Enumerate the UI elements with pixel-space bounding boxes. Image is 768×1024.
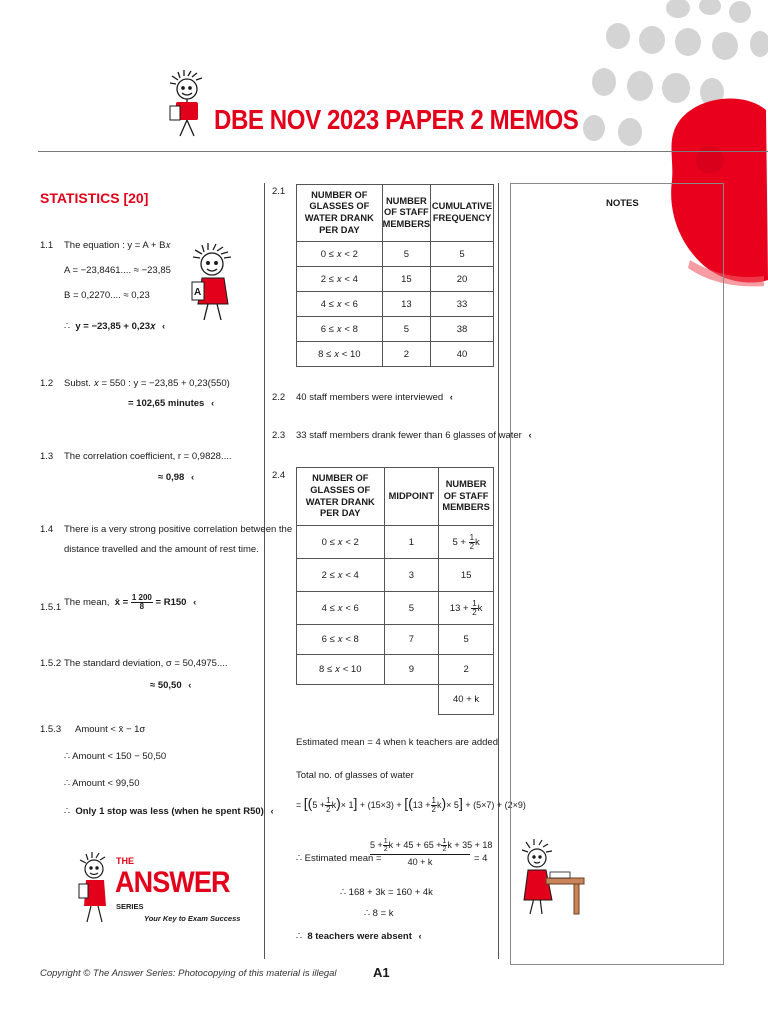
q1-3-answer: ≈ 0,98	[158, 472, 185, 483]
q1-1-line1: The equation : y = A + B𝑥	[64, 240, 171, 251]
frac-num: 1	[383, 838, 388, 845]
q2-4-step1: ∴ 168 + 3k = 160 + 4k	[340, 887, 433, 898]
tick-icon: ‹	[528, 430, 532, 441]
table-row	[297, 592, 494, 625]
logo-answer: ANSWER	[115, 866, 230, 899]
q2-4-mean-fraction	[370, 838, 493, 867]
table-row	[297, 625, 494, 655]
table-cell: 0 ≤ 𝑥 < 2	[297, 242, 383, 267]
table-row	[297, 317, 494, 342]
q1-5-1-xbar: x̄	[114, 597, 120, 609]
expr-part: k	[331, 800, 337, 810]
table-row	[297, 242, 494, 267]
tick-icon: ‹	[193, 597, 197, 609]
table-cell: 38	[431, 317, 494, 342]
bracket-open-icon: [(	[404, 795, 413, 811]
tick-icon: ‹	[418, 931, 422, 942]
q1-5-3-number: 1.5.3	[40, 724, 62, 735]
bracket-open-icon: [(	[303, 795, 313, 811]
answer-series-logo	[78, 852, 241, 932]
bracket-close-icon: ]	[353, 795, 358, 811]
table-cell: 5	[382, 242, 431, 267]
q2-4-table	[296, 467, 494, 715]
table-cell: 2 ≤ 𝑥 < 4	[297, 559, 385, 592]
girl-at-desk-icon	[520, 838, 586, 918]
q2-4-header-midpoint: MIDPOINT	[384, 468, 439, 526]
table-row	[297, 267, 494, 292]
q2-4-mean-eq: = 4	[474, 853, 488, 864]
table-cell: 40	[431, 342, 494, 367]
frac-den: 2	[469, 541, 475, 551]
q1-1-line3: B = 0,2270.... ≈ 0,23	[64, 290, 150, 301]
q2-4-sum-expression	[296, 795, 526, 814]
expr-part: k + 45 + 65 +	[388, 839, 442, 850]
q2-3-number: 2.3	[272, 430, 286, 441]
q2-4-total-glasses-label: Total no. of glasses of water	[296, 770, 414, 781]
expr-part: k	[437, 800, 442, 810]
therefore-symbol: ∴	[64, 806, 71, 817]
table-cell: 20	[431, 267, 494, 292]
frac-den: 2	[431, 805, 436, 815]
q2-2-line	[296, 392, 453, 404]
q1-5-3-answer: Only 1 stop was less (when he spent R50)	[75, 806, 264, 817]
q1-5-2-answer-line	[150, 680, 191, 692]
logo-series: SERIES	[116, 902, 144, 911]
page-number: A1	[373, 965, 390, 980]
table-cell: 4 ≤ 𝑥 < 6	[297, 592, 385, 625]
q2-4-number: 2.4	[272, 470, 286, 481]
cell-part: 13 +	[449, 602, 469, 614]
table-cell: 8 ≤ 𝑥 < 10	[297, 655, 385, 685]
table-row	[297, 342, 494, 367]
q1-1-answer: y = −23,85 + 0,23𝑥	[75, 321, 156, 332]
tick-icon: ‹	[449, 392, 453, 403]
tick-icon: ‹	[162, 321, 166, 332]
q2-3-text: 33 staff members drank fewer than 6 glasses of water	[296, 430, 522, 441]
q1-1-number: 1.1	[40, 240, 54, 251]
page-title: DBE NOV 2023 PAPER 2 MEMOS	[214, 104, 579, 135]
q2-1-header-glasses: NUMBER OF GLASSES OF WATER DRANK PER DAY	[297, 185, 383, 242]
q1-5-1-frac-num: 1 200	[131, 593, 152, 602]
frac-den: 2	[472, 607, 477, 617]
empty-cell	[384, 685, 439, 715]
q1-3-line1: The correlation coefficient, r = 0,9828....	[64, 451, 232, 462]
table-cell: 8 ≤ 𝑥 < 10	[297, 342, 383, 367]
table-cell: 3	[384, 559, 439, 592]
table-row	[297, 292, 494, 317]
table-cell: 1	[384, 526, 439, 559]
frac-num: 1	[326, 796, 331, 806]
header-rule	[38, 151, 768, 152]
table-cell: 6 ≤ 𝑥 < 8	[297, 625, 385, 655]
table-cell	[439, 526, 494, 559]
q1-5-3-line1: Amount < x̄ − 1σ	[75, 724, 146, 735]
table-cell: 5	[439, 625, 494, 655]
q1-5-1-number: 1.5.1	[40, 602, 62, 613]
tick-icon: ‹	[188, 680, 192, 691]
therefore-symbol: ∴	[296, 931, 303, 942]
q2-4-estimated-mean-line: Estimated mean = 4 when k teachers are added	[296, 737, 498, 748]
bracket-close-icon: )	[336, 795, 341, 811]
table-cell: 15	[382, 267, 431, 292]
table-cell: 5	[431, 242, 494, 267]
q1-3-number: 1.3	[40, 451, 54, 462]
q1-5-3-answer-line	[64, 806, 274, 818]
logo-tagline: Your Key to Exam Success	[144, 914, 241, 923]
mean-denominator: 40 + k	[407, 857, 433, 867]
q2-2-number: 2.2	[272, 392, 286, 403]
therefore-symbol: ∴	[64, 321, 71, 332]
q1-5-2-line1: The standard deviation, σ = 50,4975....	[64, 658, 228, 669]
table-cell: 2 ≤ 𝑥 < 4	[297, 267, 383, 292]
q1-4-line2: distance travelled and the amount of rest time.	[64, 544, 259, 555]
q2-4-header-staff: NUMBER OF STAFF MEMBERS	[439, 468, 494, 526]
q1-5-1-answer: = R150	[155, 597, 187, 609]
q1-2-answer: = 102,65 minutes	[128, 398, 205, 409]
expr-part: + (15×3) +	[359, 800, 402, 810]
table-cell: 6 ≤ 𝑥 < 8	[297, 317, 383, 342]
section-title-statistics: STATISTICS [20]	[40, 190, 149, 206]
footer-copyright: Copyright © The Answer Series: Photocopying of this material is illegal	[40, 968, 337, 979]
cell-part: k	[477, 602, 483, 614]
expr-part: + (5×7) + (2×9)	[465, 800, 526, 810]
expr-part: 13 +	[412, 800, 431, 810]
mascot-icon	[168, 70, 214, 142]
table-cell: 13	[382, 292, 431, 317]
cell-part: k	[475, 536, 480, 548]
q1-3-answer-line	[158, 472, 194, 484]
q1-4-number: 1.4	[40, 524, 54, 535]
q2-4-answer-line	[296, 931, 422, 943]
q1-5-1-prefix: The mean,	[64, 597, 110, 609]
q1-2-line1: Subst. 𝑥 = 550 : y = −23,85 + 0,23(550)	[64, 378, 230, 389]
table-total-row	[297, 685, 494, 715]
notes-title: NOTES	[606, 198, 639, 209]
bracket-close-icon: )	[441, 795, 447, 811]
q2-1-header-cumfreq: CUMULATIVE FREQUENCY	[431, 185, 494, 242]
q1-5-1-frac-den: 8	[139, 602, 145, 611]
expr-part: k + 35 + 18	[447, 839, 493, 850]
logo-the: THE	[116, 856, 134, 866]
table-cell: 9	[384, 655, 439, 685]
q2-3-line	[296, 430, 532, 442]
q2-1-table	[296, 184, 494, 367]
q2-1-header-staff: NUMBER OF STAFF MEMBERS	[382, 185, 431, 242]
table-total-cell: 40 + k	[439, 685, 494, 715]
table-cell	[439, 592, 494, 625]
expr-part: × 1	[340, 800, 354, 810]
q1-5-1-fraction	[131, 594, 153, 611]
cartoon-kid-icon	[190, 242, 242, 324]
table-cell: 0 ≤ 𝑥 < 2	[297, 526, 385, 559]
table-row	[297, 559, 494, 592]
q2-4-answer: 8 teachers were absent	[307, 931, 412, 942]
q1-5-2-answer: ≈ 50,50	[150, 680, 182, 691]
column-divider-right	[498, 183, 499, 959]
expr-part: 5 +	[312, 800, 326, 810]
q1-5-1-line	[64, 594, 196, 611]
frac-den: 2	[383, 846, 388, 853]
column-divider-left	[264, 183, 265, 959]
q1-5-3-line3: ∴ Amount < 99,50	[64, 778, 140, 789]
svg-text:A: A	[194, 287, 202, 298]
frac-num: 1	[431, 796, 436, 806]
frac-den: 2	[326, 805, 331, 815]
q1-5-3-line2: ∴ Amount < 150 − 50,50	[64, 751, 167, 762]
q2-4-header-glasses: NUMBER OF GLASSES OF WATER DRANK PER DAY	[297, 468, 385, 526]
table-cell: 2	[439, 655, 494, 685]
frac-num: 1	[472, 598, 477, 608]
q2-1-number: 2.1	[272, 186, 286, 197]
table-cell: 15	[439, 559, 494, 592]
expr-part: =	[296, 800, 302, 810]
q1-1-answer-line	[64, 321, 165, 333]
expr-part: × 5	[446, 800, 459, 810]
table-row	[297, 655, 494, 685]
tick-icon: ‹	[210, 398, 215, 409]
table-cell: 7	[384, 625, 439, 655]
q2-4-mean-prefix: ∴ Estimated mean =	[296, 853, 382, 864]
tick-icon: ‹	[270, 806, 274, 817]
q2-4-step2: ∴ 8 = k	[364, 908, 394, 919]
table-cell: 5	[384, 592, 439, 625]
table-cell: 5	[382, 317, 431, 342]
logo-mascot-icon	[78, 852, 114, 926]
frac-den: 2	[442, 846, 447, 853]
bracket-close-icon: ]	[458, 795, 463, 811]
q1-4-line1: There is a very strong positive correlation between the	[64, 524, 293, 535]
table-row	[297, 526, 494, 559]
q1-2-number: 1.2	[40, 378, 54, 389]
q1-2-answer-line	[128, 398, 214, 410]
tick-icon: ‹	[190, 472, 195, 483]
cell-part: 5 +	[452, 536, 466, 548]
q2-2-text: 40 staff members were interviewed	[296, 392, 444, 403]
q1-5-2-number: 1.5.2	[40, 658, 62, 669]
frac-num: 1	[442, 838, 447, 845]
empty-cell	[297, 685, 385, 715]
q1-1-line2: A = −23,8461.... ≈ −23,85	[64, 265, 171, 276]
table-cell: 2	[382, 342, 431, 367]
expr-part: 5 +	[370, 839, 383, 850]
frac-num: 1	[469, 532, 475, 542]
table-cell: 4 ≤ 𝑥 < 6	[297, 292, 383, 317]
table-cell: 33	[431, 292, 494, 317]
q1-5-1-eq: =	[122, 597, 129, 609]
mean-numerator	[370, 838, 493, 855]
